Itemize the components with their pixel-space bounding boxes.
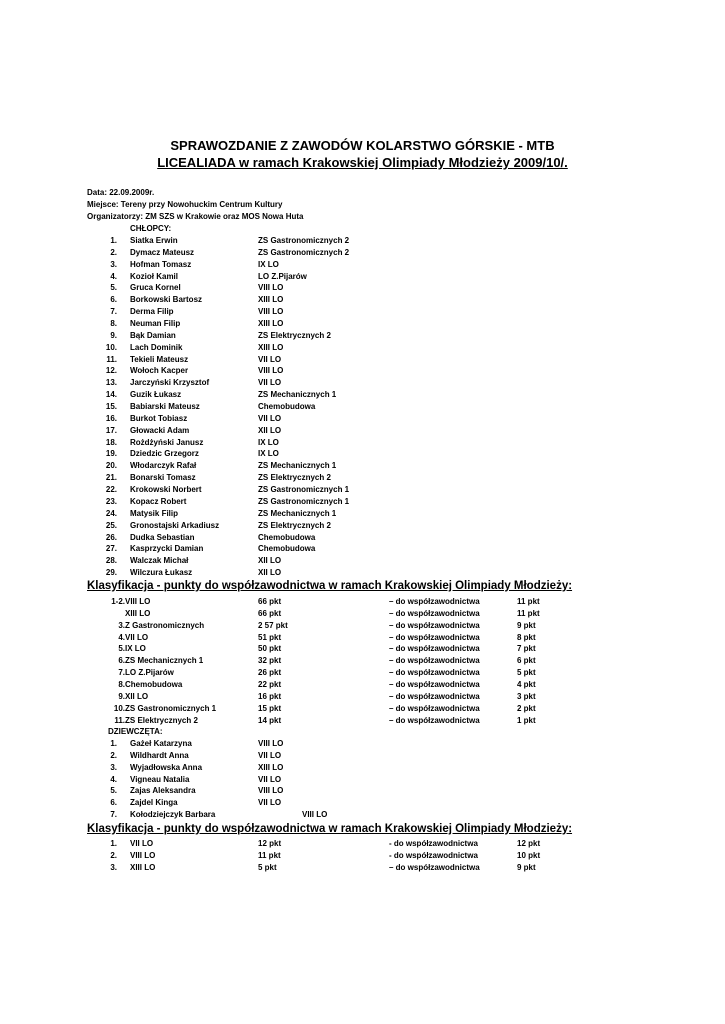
school-name: ZS Mechanicznych 1: [258, 461, 337, 471]
school-name: VIII LO: [125, 597, 151, 606]
school-name: LO Z.Pijarów: [258, 271, 307, 281]
school-name: IX LO: [258, 259, 279, 269]
rank-number: 15.: [105, 402, 117, 412]
school-name: XIII LO: [258, 295, 284, 305]
rank-number: 25.: [105, 520, 117, 530]
competitor-name: Rożdżyński Janusz: [130, 437, 204, 447]
rank-number: 1.: [110, 236, 117, 245]
competitor-name: Wołoch Kacper: [130, 366, 189, 376]
points-total: 50 pkt: [258, 644, 282, 654]
rank-number: 19.: [105, 449, 117, 459]
meta-place: Miejsce: Tereny przy Nowohuckim Centrum Kultury: [87, 200, 283, 209]
rank-number: 26.: [105, 532, 117, 542]
result-row: [0, 556, 725, 567]
result-row: [0, 331, 725, 342]
result-row: [0, 343, 725, 354]
result-row: [0, 775, 725, 786]
school-name: VIII LO: [302, 810, 328, 820]
rank-number: 2.: [110, 247, 117, 257]
points-total: 66 pkt: [258, 597, 282, 606]
school-name: LO Z.Pijarów: [125, 668, 174, 678]
school-name: VIII LO: [130, 850, 156, 860]
classification-row: [0, 644, 725, 655]
rank-number: 2.: [110, 750, 117, 760]
rank-number: 3.: [110, 762, 117, 772]
rank-number: 12.: [105, 366, 117, 376]
result-row: [0, 248, 725, 259]
classification-row: [0, 839, 725, 850]
school-name: Chemobudowa: [258, 532, 316, 542]
rank-number: 11.: [114, 715, 125, 725]
competitor-name: Wildhardt Anna: [130, 750, 189, 760]
school-name: ZS Gastronomicznych 2: [258, 236, 350, 245]
award-points: 5 pkt: [517, 668, 536, 678]
points-label: – do współzawodnictwa: [389, 679, 480, 689]
rank-number: 4.: [118, 632, 125, 642]
school-name: VII LO: [125, 632, 149, 642]
classification-row: [0, 621, 725, 632]
result-row: [0, 366, 725, 377]
result-row: [0, 449, 725, 460]
school-name: VIII LO: [258, 283, 284, 293]
rank-number: 11.: [106, 354, 117, 364]
award-points: 7 pkt: [517, 644, 536, 654]
girls-classification-heading: Klasyfikacja - punkty do współzawodnictwa w ramach Krakowskiej Olimpiady Młodzieży:: [87, 823, 573, 835]
school-name: Chemobudowa: [258, 544, 316, 554]
points-label: – do współzawodnictwa: [389, 597, 480, 606]
classification-row: [0, 668, 725, 679]
points-total: 26 pkt: [258, 668, 282, 678]
result-row: [0, 390, 725, 401]
rank-number: 24.: [105, 508, 117, 518]
award-points: 9 pkt: [517, 862, 536, 872]
points-total: 32 pkt: [258, 656, 282, 666]
school-name: ZS Mechanicznych 1: [125, 656, 204, 666]
competitor-name: Dudka Sebastian: [130, 532, 195, 542]
school-name: XII LO: [258, 425, 282, 435]
school-name: ZS Gastronomicznych 1: [258, 485, 350, 495]
rank-number: 3.: [110, 862, 117, 872]
school-name: ZS Gastronomicznych 1: [125, 703, 217, 713]
competitor-name: Babiarski Mateusz: [130, 402, 200, 412]
rank-number: 10.: [113, 703, 125, 713]
result-row: [0, 763, 725, 774]
points-label: – do współzawodnictwa: [389, 632, 480, 642]
rank-number: 2.: [110, 850, 117, 860]
school-name: VII LO: [258, 378, 282, 388]
school-name: XIII LO: [130, 862, 156, 872]
school-name: IX LO: [258, 437, 279, 447]
school-name: ZS Elektrycznych 2: [258, 520, 331, 530]
competitor-name: Burkot Tobiasz: [130, 413, 188, 423]
rank-number: 23.: [105, 496, 117, 506]
result-row: [0, 485, 725, 496]
competitor-name: Derma Filip: [130, 307, 174, 317]
classification-row: [0, 692, 725, 703]
school-name: XII LO: [258, 556, 282, 566]
rank-number: 4.: [110, 271, 117, 281]
result-row: [0, 260, 725, 271]
school-name: VIII LO: [258, 739, 284, 748]
award-points: 11 pkt: [517, 608, 540, 618]
award-points: 11 pkt: [517, 597, 540, 606]
result-row: [0, 798, 725, 809]
school-name: IX LO: [258, 449, 279, 459]
report-title: SPRAWOZDANIE Z ZAWODÓW KOLARSTWO GÓRSKIE - MTB: [170, 138, 555, 153]
award-points: 12 pkt: [517, 839, 541, 848]
rank-number: 4.: [110, 774, 117, 784]
meta-date: Data: 22.09.2009r.: [87, 188, 155, 197]
competitor-name: Bonarski Tomasz: [130, 473, 196, 483]
classification-row: [0, 597, 725, 608]
result-row: [0, 355, 725, 366]
rank-number: 5.: [110, 283, 117, 293]
classification-row: [0, 633, 725, 644]
school-name: VII LO: [258, 798, 282, 808]
competitor-name: Dymacz Mateusz: [130, 247, 195, 257]
result-row: [0, 414, 725, 425]
meta-organizers: Organizatorzy: ZM SZS w Krakowie oraz MOS Nowa Huta: [87, 212, 304, 221]
school-name: Chemobudowa: [125, 679, 183, 689]
school-name: VII LO: [130, 839, 154, 848]
school-name: XII LO: [258, 568, 282, 578]
rank-number: 7.: [118, 668, 125, 678]
rank-number: 5.: [110, 786, 117, 796]
competitor-name: Tekieli Mateusz: [130, 354, 189, 364]
competitor-name: Kasprzycki Damian: [130, 544, 204, 554]
rank-number: 9.: [118, 691, 125, 701]
school-name: XII LO: [125, 691, 149, 701]
award-points: 10 pkt: [517, 850, 541, 860]
competitor-name: Vigneau Natalia: [130, 774, 190, 784]
school-name: ZS Gastronomicznych 1: [258, 496, 350, 506]
school-name: VIII LO: [258, 366, 284, 376]
result-row: [0, 272, 725, 283]
result-row: [0, 751, 725, 762]
result-row: [0, 378, 725, 389]
school-name: ZS Mechanicznych 1: [258, 390, 337, 400]
classification-row: [0, 716, 725, 727]
competitor-name: Kołodziejczyk Barbara: [130, 810, 216, 820]
school-name: ZS Elektrycznych 2: [258, 330, 331, 340]
boys-classification-heading: Klasyfikacja - punkty do współzawodnictwa w ramach Krakowskiej Olimpiady Młodzieży:: [87, 580, 573, 592]
competitor-name: Dziedzic Grzegorz: [130, 449, 199, 459]
rank-number: 6.: [110, 798, 117, 808]
competitor-name: Zajdel Kinga: [130, 798, 178, 808]
competitor-name: Wyjadłowska Anna: [130, 762, 203, 772]
rank-number: 29.: [105, 568, 117, 578]
school-name: XIII LO: [258, 319, 284, 329]
rank-number: 5.: [118, 644, 125, 654]
points-total: 2 57 pkt: [258, 620, 288, 630]
rank-number: 17.: [105, 425, 117, 435]
competitor-name: Gażeł Katarzyna: [130, 739, 192, 748]
school-name: XIII LO: [258, 762, 284, 772]
rank-number: 1.: [110, 839, 117, 848]
points-label: – do współzawodnictwa: [389, 691, 480, 701]
rank-number: 10.: [105, 342, 117, 352]
points-total: 66 pkt: [258, 608, 282, 618]
school-name: ZS Gastronomicznych 2: [258, 247, 350, 257]
boys-section-label: CHŁOPCY:: [130, 224, 172, 233]
competitor-name: Jarczyński Krzysztof: [130, 378, 210, 388]
result-row: [0, 786, 725, 797]
school-name: ZS Mechanicznych 1: [258, 508, 337, 518]
result-row: [0, 295, 725, 306]
award-points: 4 pkt: [517, 679, 536, 689]
rank-number: 9.: [110, 330, 117, 340]
school-name: ZS Elektrycznych 2: [258, 473, 331, 483]
rank-number: 22.: [105, 485, 117, 495]
competitor-name: Guzik Łukasz: [130, 390, 182, 400]
rank-number: 27.: [105, 544, 117, 554]
points-total: 15 pkt: [258, 703, 282, 713]
competitor-name: Neuman Filip: [130, 319, 181, 329]
rank-number: 14.: [105, 390, 117, 400]
rank-number: 20.: [105, 461, 117, 471]
points-label: – do współzawodnictwa: [389, 703, 480, 713]
result-row: [0, 402, 725, 413]
rank-number: 16.: [105, 413, 117, 423]
points-label: - do współzawodnictwa: [389, 839, 478, 848]
competitor-name: Kopacz Robert: [130, 496, 187, 506]
competitor-name: Wilczura Łukasz: [130, 568, 193, 578]
competitor-name: Krokowski Norbert: [130, 485, 202, 495]
result-row: [0, 497, 725, 508]
award-points: 6 pkt: [517, 656, 536, 666]
report-subtitle: LICEALIADA w ramach Krakowskiej Olimpiady Młodzieży 2009/10/.: [157, 155, 568, 170]
award-points: 2 pkt: [517, 703, 536, 713]
rank-number: 7.: [110, 307, 117, 317]
result-row: [0, 307, 725, 318]
competitor-name: Lach Dominik: [130, 342, 183, 352]
competitor-name: Zajas Aleksandra: [130, 786, 196, 796]
school-name: Chemobudowa: [258, 402, 316, 412]
award-points: 1 pkt: [517, 715, 536, 725]
result-row: [0, 739, 725, 750]
rank-number: 3.: [110, 259, 117, 269]
award-points: 9 pkt: [517, 620, 536, 630]
classification-row: [0, 704, 725, 715]
rank-number: 8.: [110, 319, 117, 329]
result-row: [0, 473, 725, 484]
competitor-name: Gronostajski Arkadiusz: [130, 520, 220, 530]
points-label: – do współzawodnictwa: [389, 656, 480, 666]
competitor-name: Gruca Kornel: [130, 283, 181, 293]
competitor-name: Walczak Michał: [130, 556, 189, 566]
points-total: 5 pkt: [258, 862, 277, 872]
result-row: [0, 461, 725, 472]
rank-number: 3.: [118, 620, 125, 630]
competitor-name: Kozioł Kamil: [130, 271, 179, 281]
competitor-name: Hofman Tomasz: [130, 259, 192, 269]
school-name: IX LO: [125, 644, 146, 654]
school-name: VII LO: [258, 774, 282, 784]
result-row: [0, 438, 725, 449]
classification-row: [0, 656, 725, 667]
award-points: 3 pkt: [517, 691, 536, 701]
school-name: XIII LO: [258, 342, 284, 352]
school-name: VII LO: [258, 354, 282, 364]
competitor-name: Borkowski Bartosz: [130, 295, 203, 305]
classification-row: [0, 851, 725, 862]
rank-number: 6.: [118, 656, 125, 666]
school-name: XIII LO: [125, 608, 151, 618]
points-label: – do współzawodnictwa: [389, 715, 480, 725]
competitor-name: Siatka Erwin: [130, 236, 178, 245]
classification-row: [0, 680, 725, 691]
rank-number: 8.: [118, 679, 125, 689]
result-row: [0, 533, 725, 544]
school-name: VIII LO: [258, 786, 284, 796]
competitor-name: Bąk Damian: [130, 330, 176, 340]
points-label: – do współzawodnictwa: [389, 644, 480, 654]
award-points: 8 pkt: [517, 632, 536, 642]
rank-number: 6.: [110, 295, 117, 305]
points-total: 12 pkt: [258, 839, 282, 848]
points-label: - do współzawodnictwa: [389, 850, 478, 860]
result-row: [0, 521, 725, 532]
school-name: VII LO: [258, 750, 282, 760]
girls-section-label: DZIEWCZĘTA:: [108, 727, 163, 736]
points-total: 22 pkt: [258, 679, 282, 689]
school-name: VII LO: [258, 413, 282, 423]
competitor-name: Włodarczyk Rafał: [130, 461, 197, 471]
result-row: [0, 236, 725, 247]
result-row: [0, 544, 725, 555]
result-row: [0, 426, 725, 437]
points-total: 16 pkt: [258, 691, 282, 701]
points-label: – do współzawodnictwa: [389, 608, 480, 618]
result-row: [0, 319, 725, 330]
school-name: VIII LO: [258, 307, 284, 317]
rank-number: 28.: [105, 556, 117, 566]
school-name: ZS Elektrycznych 2: [125, 715, 198, 725]
points-label: – do współzawodnictwa: [389, 620, 480, 630]
rank-number: 18.: [105, 437, 117, 447]
points-total: 14 pkt: [258, 715, 282, 725]
rank-number: 13.: [105, 378, 117, 388]
competitor-name: Matysik Filip: [130, 508, 179, 518]
points-label: – do współzawodnictwa: [389, 668, 480, 678]
school-name: Z Gastronomicznych: [125, 620, 205, 630]
rank-number: 7.: [110, 810, 117, 820]
result-row: [0, 568, 725, 579]
points-total: 51 pkt: [258, 632, 282, 642]
result-row: [0, 283, 725, 294]
result-row: [0, 810, 725, 821]
rank-number: 1-2.: [111, 597, 125, 606]
rank-number: 21.: [105, 473, 117, 483]
rank-number: 1.: [110, 739, 117, 748]
result-row: [0, 509, 725, 520]
points-total: 11 pkt: [258, 850, 281, 860]
classification-row: [0, 863, 725, 874]
classification-row: [0, 609, 725, 620]
competitor-name: Głowacki Adam: [130, 425, 190, 435]
points-label: – do współzawodnictwa: [389, 862, 480, 872]
